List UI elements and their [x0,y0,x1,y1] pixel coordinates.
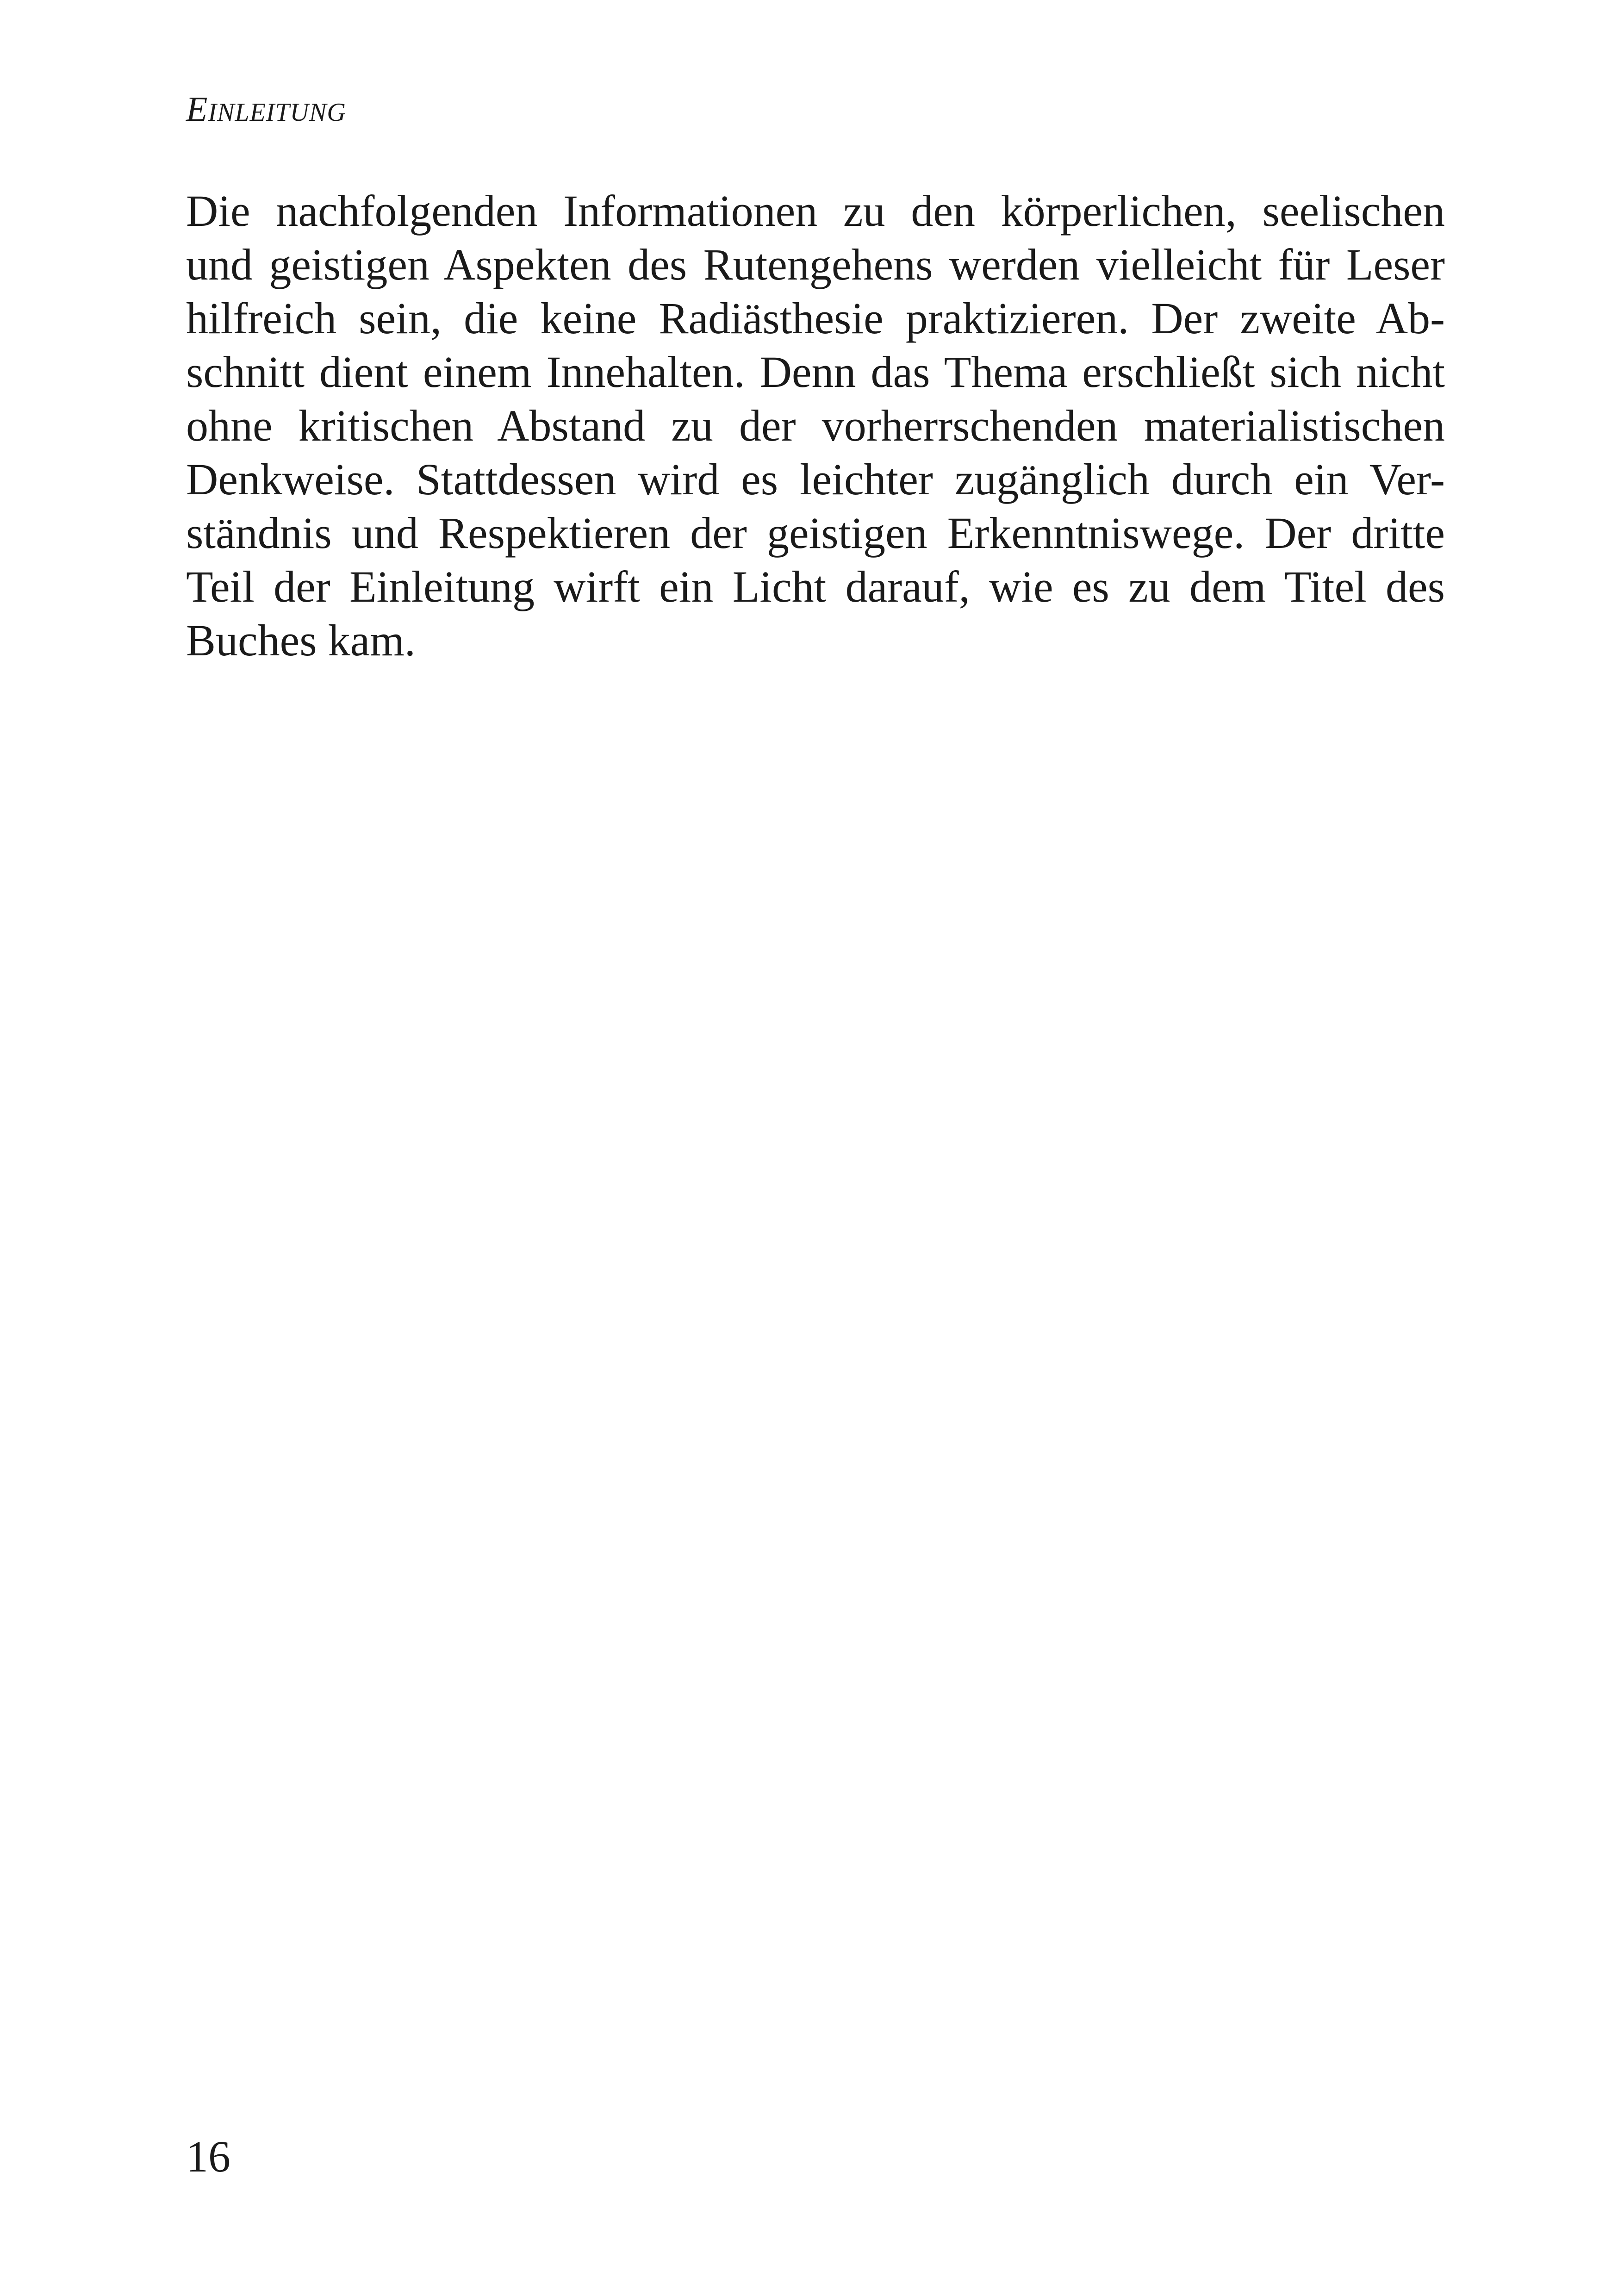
paragraph-line: und geistigen Aspekten des Rutengehens werden vielleicht für Leser [186,240,1445,289]
page-number: 16 [186,2132,230,2181]
paragraph-line: ständnis und Respektieren der geistigen Erkenntniswege. Der dritte [186,508,1445,558]
paragraph-line: schnitt dient einem Innehalten. Denn das Thema erschließt sich nicht [186,347,1445,397]
running-header [186,92,346,127]
paragraph-line: Die nachfolgenden Informationen zu den körperlichen, seelischen [186,186,1445,236]
running-header-initial: E [186,90,208,129]
body-paragraph [186,184,1445,667]
paragraph-line: Denkweise. Stattdessen wird es leichter zugänglich durch ein Ver- [186,454,1445,504]
running-header-rest: INLEITUNG [208,98,346,127]
paragraph-line: Buches kam. [186,616,416,665]
paragraph-line: Teil der Einleitung wirft ein Licht darauf, wie es zu dem Titel des [186,562,1445,611]
paragraph-line: hilfreich sein, die keine Radiästhesie praktizieren. Der zweite Ab- [186,293,1445,343]
paragraph-line: ohne kritischen Abstand zu der vorherrschenden materialistischen [186,401,1445,450]
